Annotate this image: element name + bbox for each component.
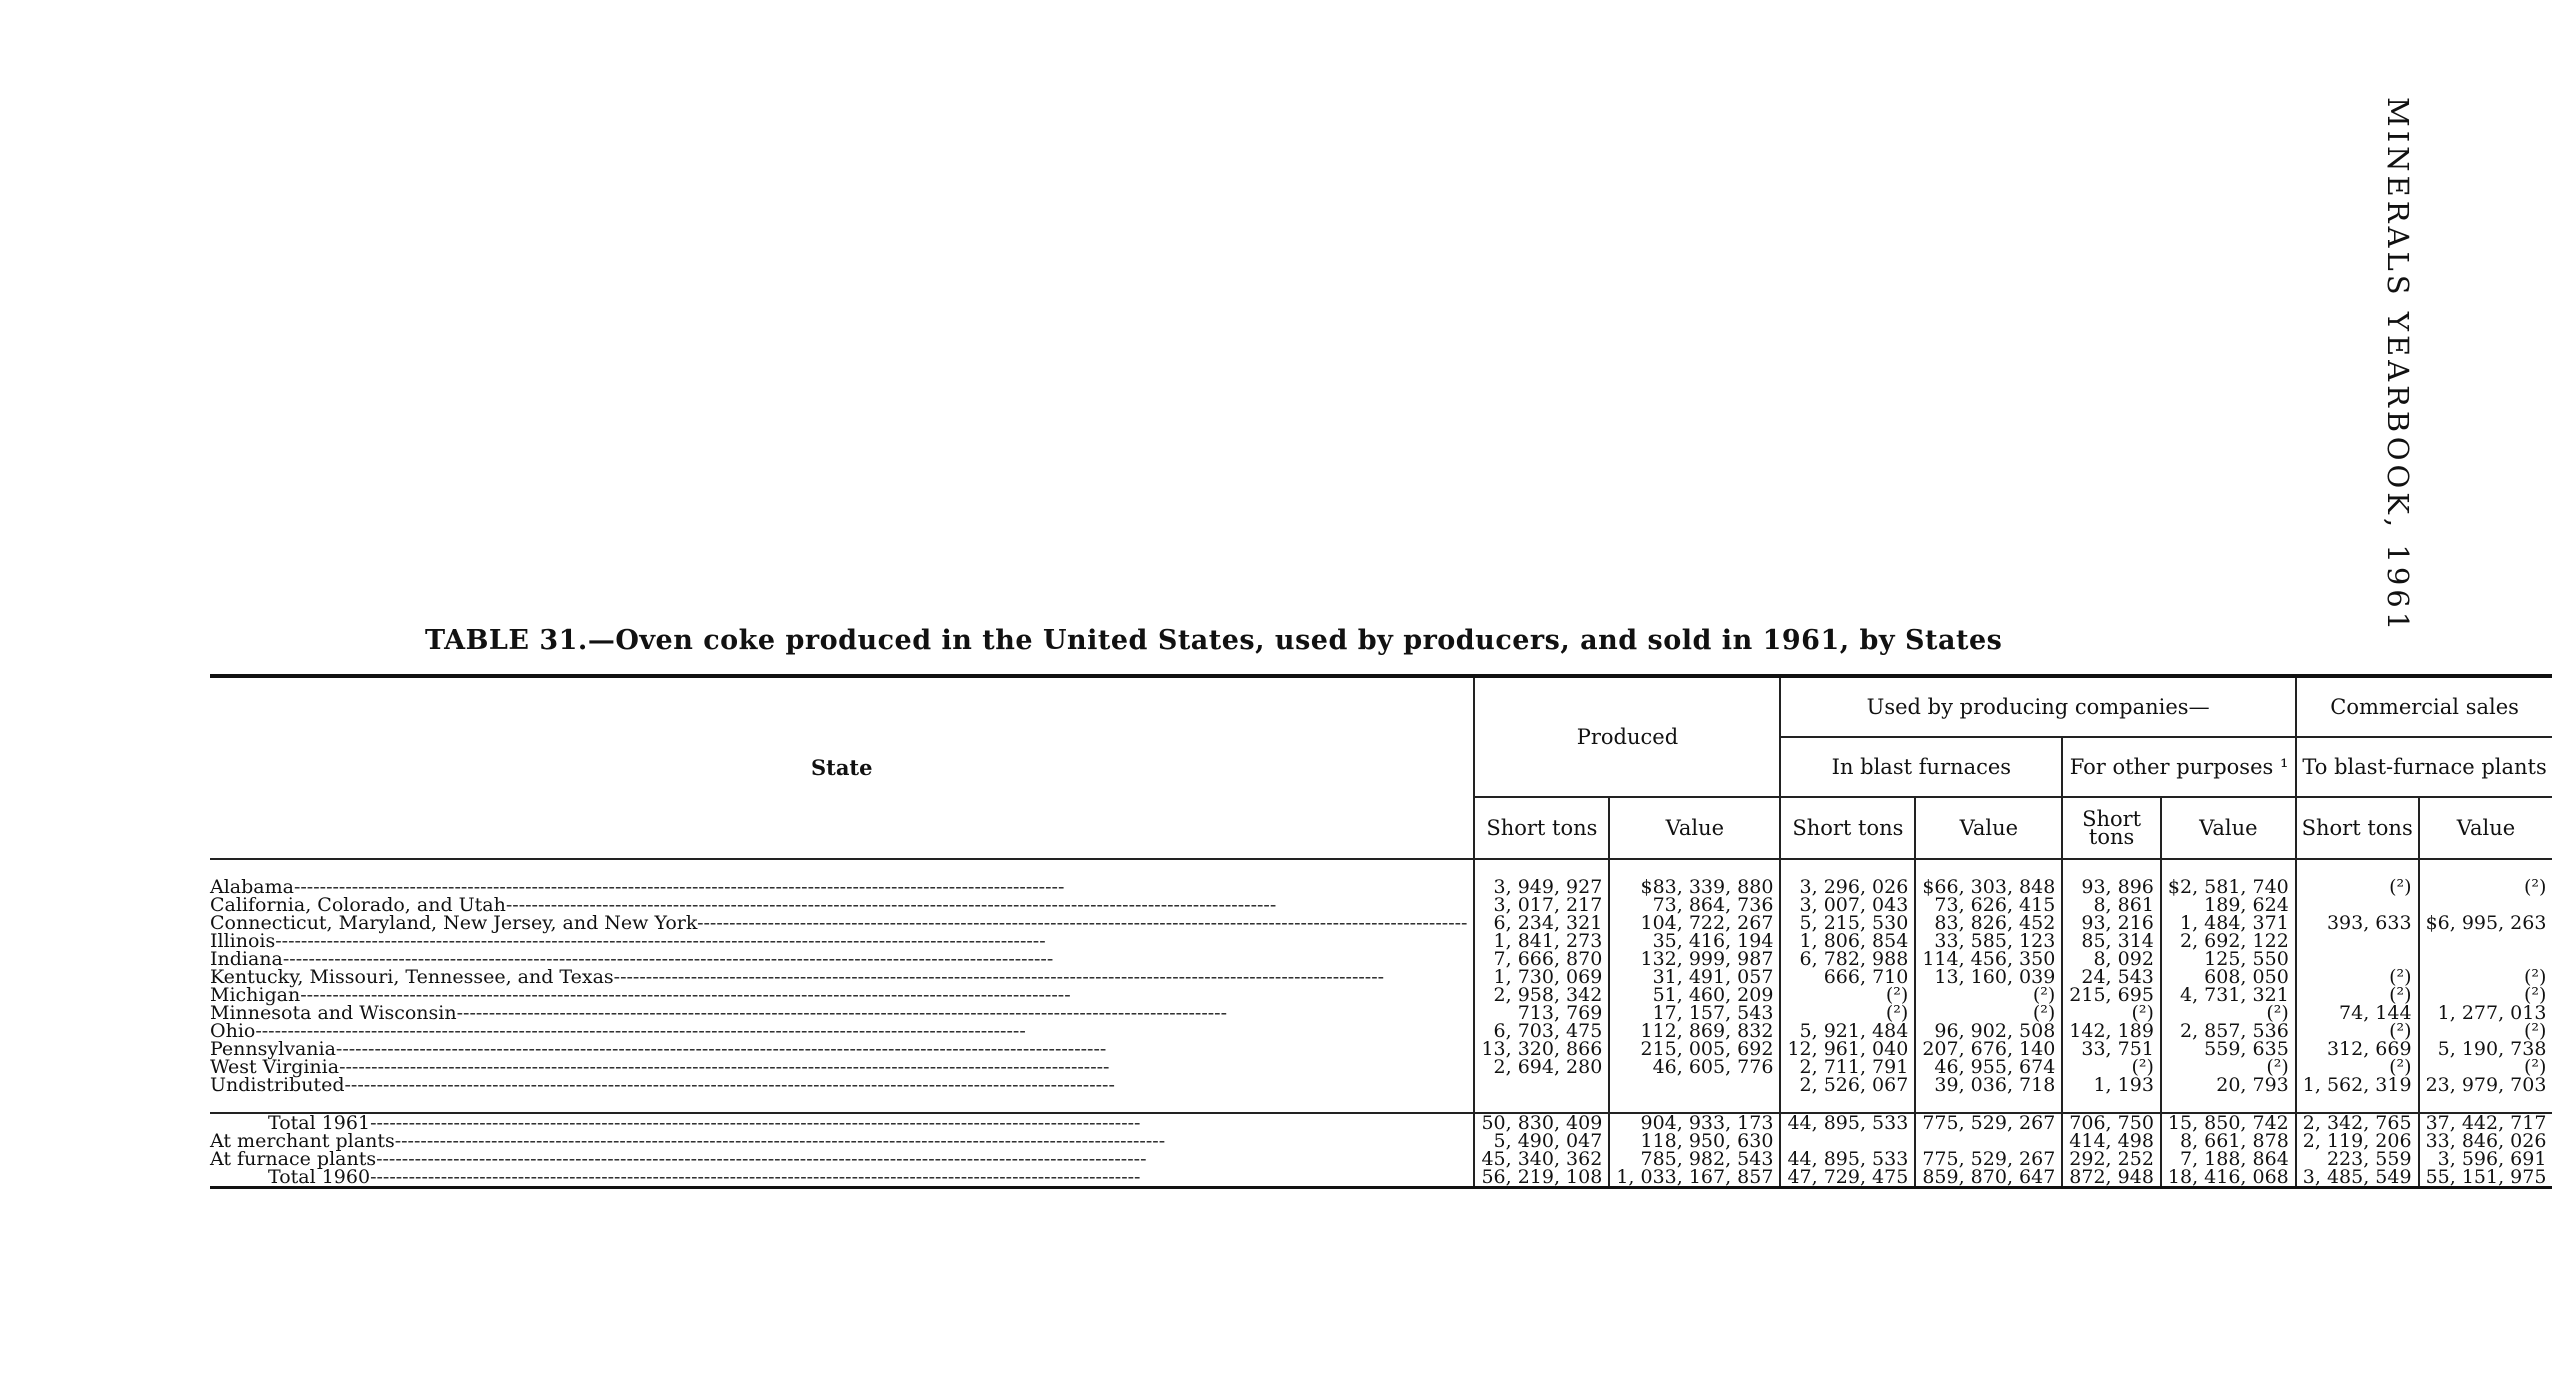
cell-o-tons: 215, 695: [2062, 986, 2161, 1004]
cell-b-tons: 6, 782, 988: [1780, 950, 1915, 968]
cell-o-val: 1, 484, 371: [2161, 914, 2296, 932]
cell-b-val: 13, 160, 039: [1915, 968, 2062, 986]
cell-b-tons: 5, 215, 530: [1780, 914, 1915, 932]
header-commercial: Commercial sales: [2296, 676, 2552, 737]
cell-o-tons: 93, 896: [2062, 878, 2161, 896]
cell-o-val: 8, 661, 878: [2161, 1132, 2296, 1150]
row-label: [210, 1168, 1474, 1188]
state-name: California, Colorado, and Utah: [210, 894, 506, 916]
cell-p-tons: 1, 730, 069: [1474, 968, 1609, 986]
cell-b-tons: 44, 895, 533: [1780, 1113, 1915, 1132]
cell-o-tons: (²): [2062, 1004, 2161, 1022]
cell-b-tons: 2, 526, 067: [1780, 1076, 1915, 1094]
state-name: Pennsylvania: [210, 1038, 336, 1060]
header-short-tons: Short tons: [1474, 797, 1609, 859]
cell-c-val: 3, 596, 691: [2419, 1150, 2552, 1168]
state-name: Michigan: [210, 984, 301, 1006]
cell-b-val: 33, 585, 123: [1915, 932, 2062, 950]
cell-o-tons: 8, 092: [2062, 950, 2161, 968]
header-short-tons: Short tons: [2296, 797, 2419, 859]
dot-leader: ------------------------------------------------------------------------------------------------------------------------: [394, 1130, 1166, 1152]
cell-c-val: (²): [2419, 1022, 2552, 1040]
cell-o-val: 7, 188, 864: [2161, 1150, 2296, 1168]
cell-c-tons: 2, 119, 206: [2296, 1132, 2419, 1150]
state-name: Indiana: [210, 948, 283, 970]
table-body: [210, 859, 2552, 1188]
cell-p-tons: 45, 340, 362: [1474, 1150, 1609, 1168]
dot-leader: ------------------------------------------------------------------------------------------------------------------------: [456, 1002, 1228, 1024]
cell-b-val: 114, 456, 350: [1915, 950, 2062, 968]
dot-leader: ------------------------------------------------------------------------------------------------------------------------: [255, 1020, 1026, 1042]
dot-leader: ------------------------------------------------------------------------------------------------------------------------: [376, 1148, 1147, 1170]
cell-p-val: 73, 864, 736: [1609, 896, 1780, 914]
cell-c-val: 55, 151, 975: [2419, 1168, 2552, 1188]
cell-p-tons: 2, 958, 342: [1474, 986, 1609, 1004]
state-name: Total 1960: [268, 1166, 371, 1188]
cell-p-val: $83, 339, 880: [1609, 878, 1780, 896]
cell-b-tons: (²): [1780, 986, 1915, 1004]
cell-c-tons: 3, 485, 549: [2296, 1168, 2419, 1188]
cell-c-tons: (²): [2296, 878, 2419, 896]
cell-p-val: 132, 999, 987: [1609, 950, 1780, 968]
cell-b-tons: 2, 711, 791: [1780, 1058, 1915, 1076]
cell-p-val: 1, 033, 167, 857: [1609, 1168, 1780, 1188]
cell-b-val: 775, 529, 267: [1915, 1113, 2062, 1132]
cell-p-val: 112, 869, 832: [1609, 1022, 1780, 1040]
state-name: Alabama: [210, 876, 294, 898]
cell-o-val: 2, 692, 122: [2161, 932, 2296, 950]
state-name: Connecticut, Maryland, New Jersey, and New York: [210, 912, 698, 934]
cell-p-val: 104, 722, 267: [1609, 914, 1780, 932]
state-name: Total 1961: [268, 1112, 371, 1134]
cell-o-tons: 33, 751: [2062, 1040, 2161, 1058]
cell-o-tons: 292, 252: [2062, 1150, 2161, 1168]
cell-p-val: 904, 933, 173: [1609, 1113, 1780, 1132]
cell-c-tons: 2, 342, 765: [2296, 1113, 2419, 1132]
cell-p-tons: 713, 769: [1474, 1004, 1609, 1022]
cell-p-tons: 50, 830, 409: [1474, 1113, 1609, 1132]
cell-p-val: 17, 157, 543: [1609, 1004, 1780, 1022]
cell-b-val: 39, 036, 718: [1915, 1076, 2062, 1094]
cell-p-tons: 6, 234, 321: [1474, 914, 1609, 932]
cell-o-tons: 93, 216: [2062, 914, 2161, 932]
state-name: At furnace plants: [210, 1148, 377, 1170]
header-value: Value: [1915, 797, 2062, 859]
header-short-tons: Short tons: [1780, 797, 1915, 859]
table-row: [210, 1076, 2552, 1094]
cell-c-tons: 1, 562, 319: [2296, 1076, 2419, 1094]
cell-b-val: 207, 676, 140: [1915, 1040, 2062, 1058]
dot-leader: ------------------------------------------------------------------------------------------------------------------------: [335, 1038, 1107, 1060]
cell-c-val: [2419, 932, 2552, 950]
cell-b-tons: 47, 729, 475: [1780, 1168, 1915, 1188]
cell-p-tons: 5, 490, 047: [1474, 1132, 1609, 1150]
cell-b-val: 46, 955, 674: [1915, 1058, 2062, 1076]
cell-b-val: 73, 626, 415: [1915, 896, 2062, 914]
cell-o-val: 559, 635: [2161, 1040, 2296, 1058]
cell-c-tons: (²): [2296, 1058, 2419, 1076]
cell-o-val: $2, 581, 740: [2161, 878, 2296, 896]
cell-o-val: (²): [2161, 1004, 2296, 1022]
cell-c-val: $6, 995, 263: [2419, 914, 2552, 932]
cell-o-val: 608, 050: [2161, 968, 2296, 986]
header-value: Value: [1609, 797, 1780, 859]
cell-o-val: 125, 550: [2161, 950, 2296, 968]
cell-p-tons: 7, 666, 870: [1474, 950, 1609, 968]
dot-leader: ------------------------------------------------------------------------------------------------------------------------: [505, 894, 1277, 916]
header-short-tons: Short tons: [2062, 797, 2161, 859]
table-row: [210, 1168, 2552, 1188]
row-label: [210, 1076, 1474, 1094]
cell-p-tons: 6, 703, 475: [1474, 1022, 1609, 1040]
cell-c-val: 37, 442, 717: [2419, 1113, 2552, 1132]
cell-p-tons: 13, 320, 866: [1474, 1040, 1609, 1058]
running-head-title: MINERALS YEARBOOK, 1961: [2381, 97, 2415, 635]
cell-o-tons: 24, 543: [2062, 968, 2161, 986]
cell-c-tons: 393, 633: [2296, 914, 2419, 932]
header-other: For other purposes ¹: [2062, 737, 2295, 797]
cell-o-tons: 706, 750: [2062, 1113, 2161, 1132]
cell-c-tons: 312, 669: [2296, 1040, 2419, 1058]
cell-p-val: 35, 416, 194: [1609, 932, 1780, 950]
dot-leader: ------------------------------------------------------------------------------------------------------------------------: [613, 966, 1385, 988]
cell-c-tons: 223, 559: [2296, 1150, 2419, 1168]
cell-o-val: 15, 850, 742: [2161, 1113, 2296, 1132]
cell-o-tons: 8, 861: [2062, 896, 2161, 914]
cell-b-tons: 12, 961, 040: [1780, 1040, 1915, 1058]
cell-o-tons: 872, 948: [2062, 1168, 2161, 1188]
cell-c-tons: 74, 144: [2296, 1004, 2419, 1022]
cell-o-val: 189, 624: [2161, 896, 2296, 914]
cell-b-tons: 3, 296, 026: [1780, 878, 1915, 896]
cell-b-val: $66, 303, 848: [1915, 878, 2062, 896]
header-blast: In blast furnaces: [1780, 737, 2062, 797]
cell-o-val: (²): [2161, 1058, 2296, 1076]
cell-o-tons: 85, 314: [2062, 932, 2161, 950]
dot-leader: ------------------------------------------------------------------------------------------------------------------------: [370, 1166, 1141, 1188]
cell-b-tons: 44, 895, 533: [1780, 1150, 1915, 1168]
cell-c-val: 1, 277, 013: [2419, 1004, 2552, 1022]
cell-p-val: 51, 460, 209: [1609, 986, 1780, 1004]
cell-p-val: 215, 005, 692: [1609, 1040, 1780, 1058]
dot-leader: ------------------------------------------------------------------------------------------------------------------------: [697, 912, 1468, 934]
state-name: Kentucky, Missouri, Tennessee, and Texas: [210, 966, 614, 988]
cell-p-val: 118, 950, 630: [1609, 1132, 1780, 1150]
cell-p-val: 31, 491, 057: [1609, 968, 1780, 986]
table-title: TABLE 31.—Oven coke produced in the United States, used by producers, and sold in 1961, by States: [425, 625, 2003, 656]
cell-p-tons: 56, 219, 108: [1474, 1168, 1609, 1188]
cell-b-val: (²): [1915, 1004, 2062, 1022]
cell-b-tons: 5, 921, 484: [1780, 1022, 1915, 1040]
state-name: Minnesota and Wisconsin: [210, 1002, 457, 1024]
cell-c-tons: (²): [2296, 986, 2419, 1004]
cell-c-tons: (²): [2296, 1022, 2419, 1040]
cell-c-val: (²): [2419, 986, 2552, 1004]
cell-b-tons: 3, 007, 043: [1780, 896, 1915, 914]
cell-o-val: 18, 416, 068: [2161, 1168, 2296, 1188]
cell-p-tons: 1, 841, 273: [1474, 932, 1609, 950]
header-value: Value: [2419, 797, 2552, 859]
cell-b-val: 96, 902, 508: [1915, 1022, 2062, 1040]
row-spacer: [210, 1094, 2552, 1113]
cell-p-tons: 2, 694, 280: [1474, 1058, 1609, 1076]
cell-c-val: (²): [2419, 1058, 2552, 1076]
header-produced: Produced: [1474, 676, 1780, 797]
dot-leader: ------------------------------------------------------------------------------------------------------------------------: [370, 1112, 1141, 1134]
dot-leader: ------------------------------------------------------------------------------------------------------------------------: [300, 984, 1071, 1006]
cell-c-val: (²): [2419, 878, 2552, 896]
cell-o-tons: 142, 189: [2062, 1022, 2161, 1040]
dot-leader: ------------------------------------------------------------------------------------------------------------------------: [275, 930, 1046, 952]
cell-c-tons: (²): [2296, 968, 2419, 986]
cell-b-val: 775, 529, 267: [1915, 1150, 2062, 1168]
dot-leader: ------------------------------------------------------------------------------------------------------------------------: [293, 876, 1065, 898]
state-name: West Virginia: [210, 1056, 340, 1078]
header-value: Value: [2161, 797, 2296, 859]
cell-b-tons: 1, 806, 854: [1780, 932, 1915, 950]
state-name: Undistributed: [210, 1074, 345, 1096]
cell-o-tons: 414, 498: [2062, 1132, 2161, 1150]
header-to-blast: To blast-furnace plants: [2296, 737, 2552, 797]
cell-p-tons: 3, 017, 217: [1474, 896, 1609, 914]
cell-p-tons: 3, 949, 927: [1474, 878, 1609, 896]
state-name: At merchant plants: [210, 1130, 395, 1152]
cell-o-val: 2, 857, 536: [2161, 1022, 2296, 1040]
cell-c-val: 5, 190, 738: [2419, 1040, 2552, 1058]
cell-o-val: 4, 731, 321: [2161, 986, 2296, 1004]
coke-table: [210, 674, 2552, 1189]
cell-p-tons: [1474, 1076, 1609, 1094]
cell-b-tons: (²): [1780, 1004, 1915, 1022]
cell-o-tons: (²): [2062, 1058, 2161, 1076]
state-name: Illinois: [210, 930, 276, 952]
cell-b-tons: 666, 710: [1780, 968, 1915, 986]
header-used: Used by producing companies—: [1780, 676, 2295, 737]
cell-c-val: (²): [2419, 968, 2552, 986]
state-name: Ohio: [210, 1020, 256, 1042]
cell-b-val: 859, 870, 647: [1915, 1168, 2062, 1188]
cell-c-tons: [2296, 932, 2419, 950]
cell-p-val: 46, 605, 776: [1609, 1058, 1780, 1076]
cell-c-val: 33, 846, 026: [2419, 1132, 2552, 1150]
cell-b-val: 83, 826, 452: [1915, 914, 2062, 932]
cell-c-val: 23, 979, 703: [2419, 1076, 2552, 1094]
cell-p-val: 785, 982, 543: [1609, 1150, 1780, 1168]
cell-p-val: [1609, 1076, 1780, 1094]
dot-leader: ------------------------------------------------------------------------------------------------------------------------: [344, 1074, 1115, 1096]
dot-leader: ------------------------------------------------------------------------------------------------------------------------: [339, 1056, 1110, 1078]
header-state: State: [210, 676, 1474, 859]
cell-o-tons: 1, 193: [2062, 1076, 2161, 1094]
dot-leader: ------------------------------------------------------------------------------------------------------------------------: [282, 948, 1054, 970]
cell-o-val: 20, 793: [2161, 1076, 2296, 1094]
cell-b-val: (²): [1915, 986, 2062, 1004]
